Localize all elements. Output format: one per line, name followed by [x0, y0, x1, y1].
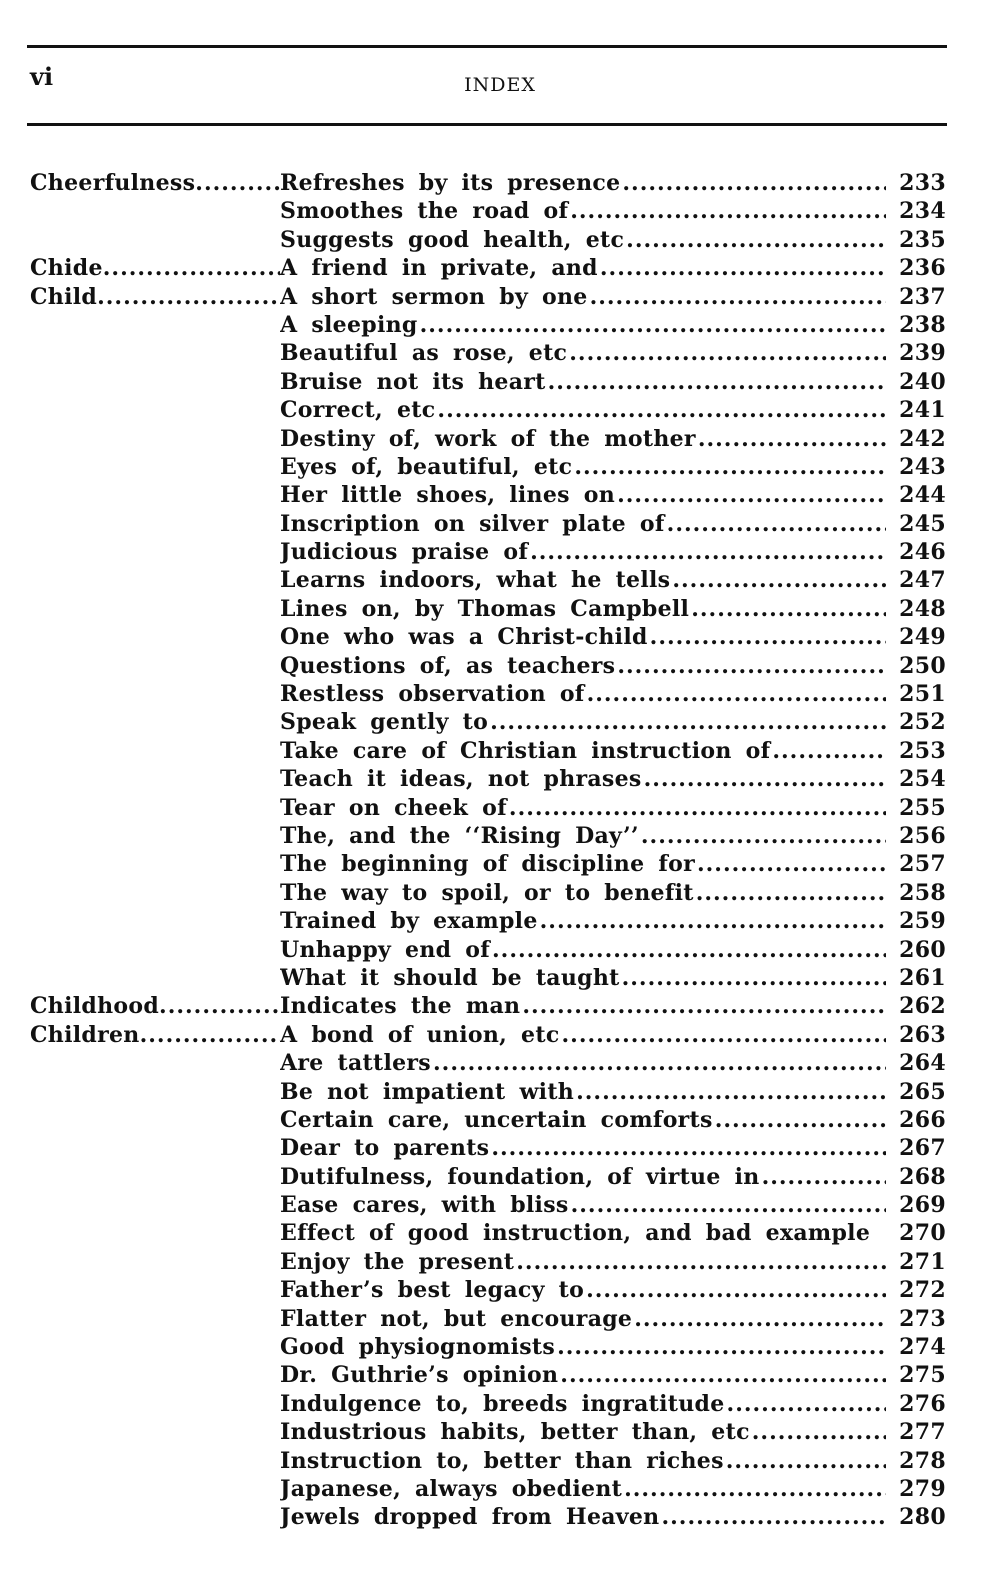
index-entry [30, 795, 946, 823]
index-entry [30, 454, 946, 482]
index-entry [30, 709, 946, 737]
index-entry [30, 284, 946, 312]
subject-text: Bruise not its heart [280, 368, 546, 395]
page-number: 239 [899, 340, 946, 367]
index-entry [30, 1306, 946, 1334]
page-folio: vi [30, 62, 54, 91]
index-entry [30, 1050, 946, 1078]
index-entry [30, 880, 946, 908]
subject-text: Destiny of, work of the mother [280, 425, 696, 452]
entry-subject [280, 198, 886, 224]
dot-leader [659, 1504, 886, 1530]
dot-leader [689, 596, 886, 622]
entry-heading [30, 284, 280, 310]
page-number: 262 [899, 993, 946, 1020]
entry-subject [280, 937, 886, 963]
subject-text: Correct, etc [280, 397, 436, 424]
dot-leader [620, 965, 886, 991]
page-number: 254 [899, 766, 946, 793]
entry-subject [280, 1164, 886, 1190]
page-number: 275 [899, 1362, 946, 1389]
dot-leader [546, 369, 886, 395]
page-number: 266 [899, 1106, 946, 1133]
page-number: 248 [899, 595, 946, 622]
subject-text: Speak gently to [280, 709, 489, 736]
index-entry [30, 965, 946, 993]
page-number: 252 [899, 709, 946, 736]
dot-leader [159, 993, 280, 1019]
dot-leader [584, 1277, 886, 1303]
heading-text: Childhood [30, 993, 160, 1020]
subject-text: Jewels dropped from Heaven [280, 1504, 660, 1531]
dot-leader [585, 681, 886, 707]
entry-subject [280, 312, 886, 338]
dot-leader [103, 255, 280, 281]
subject-text: Are tattlers [280, 1050, 431, 1077]
page-number: 246 [899, 539, 946, 566]
entry-subject [280, 1504, 886, 1530]
dot-leader [97, 284, 280, 310]
index-entry [30, 1249, 946, 1277]
entry-subject [280, 1135, 886, 1161]
page-number: 277 [899, 1419, 946, 1446]
subject-text: Trained by example [280, 908, 538, 935]
index-entry [30, 1079, 946, 1107]
dot-leader [507, 795, 886, 821]
index-entry [30, 738, 946, 766]
entry-subject [280, 539, 886, 565]
page-number: 270 [899, 1220, 946, 1247]
entry-subject [280, 738, 886, 764]
dot-leader [195, 170, 280, 196]
entry-heading [30, 1022, 280, 1048]
dot-leader [574, 1079, 886, 1105]
entry-heading [30, 993, 280, 1019]
entry-subject [280, 511, 886, 537]
entry-subject [280, 397, 886, 423]
entry-subject [280, 1448, 886, 1474]
subject-text: Teach it ideas, not phrases [280, 766, 642, 793]
page-number: 236 [899, 255, 946, 282]
entry-heading [30, 170, 280, 196]
page-number: 237 [899, 283, 946, 310]
subject-text: Be not impatient with [280, 1078, 575, 1105]
subject-text: Dutifulness, foundation, of virtue in [280, 1163, 760, 1190]
index-entry [30, 1220, 946, 1248]
dot-leader [489, 1135, 886, 1161]
entry-subject [280, 766, 886, 792]
heading-text: Chide [30, 255, 103, 282]
index-entry [30, 198, 946, 226]
page-number: 251 [899, 681, 946, 708]
subject-text: A bond of union, etc [280, 1021, 560, 1048]
index-entry [30, 482, 946, 510]
index-entry [30, 1277, 946, 1305]
page-number: 253 [899, 737, 946, 764]
subject-text: Japanese, always obedient [280, 1475, 623, 1502]
subject-text: Industrious habits, better than, etc [280, 1419, 750, 1446]
subject-text: Effect of good instruction, and bad example [280, 1220, 871, 1247]
subject-text: Inscription on silver plate of [280, 510, 665, 537]
page-number: 265 [899, 1078, 946, 1105]
dot-leader [724, 1448, 886, 1474]
dot-leader [750, 1419, 886, 1445]
subject-text: Judicious praise of [280, 539, 529, 566]
dot-leader [694, 880, 886, 906]
subject-text: The beginning of discipline for [280, 851, 695, 878]
heading-text: Child [30, 283, 98, 310]
index-entry [30, 993, 946, 1021]
index-entry [30, 624, 946, 652]
page-number: 238 [899, 311, 946, 338]
entry-subject [280, 482, 886, 508]
entry-subject [280, 340, 886, 366]
page-number: 258 [899, 879, 946, 906]
index-entry [30, 1164, 946, 1192]
index-entry [30, 539, 946, 567]
subject-text: Take care of Christian instruction of [280, 737, 771, 764]
dot-leader [567, 340, 886, 366]
dot-leader [615, 482, 886, 508]
index-entry [30, 937, 946, 965]
dot-leader [431, 1050, 886, 1076]
index-entry [30, 340, 946, 368]
dot-leader [528, 539, 886, 565]
entry-subject [280, 426, 886, 452]
subject-text: Certain care, uncertain comforts [280, 1106, 713, 1133]
dot-leader [569, 1192, 886, 1218]
subject-text: The, and the ‘‘Rising Day’’ [280, 822, 639, 849]
index-list [30, 170, 946, 1533]
entry-subject [280, 851, 886, 877]
entry-subject [280, 227, 886, 253]
entry-subject [280, 965, 886, 991]
dot-leader [560, 1022, 886, 1048]
page-number: 267 [899, 1135, 946, 1162]
index-entry [30, 823, 946, 851]
top-rule [27, 45, 947, 48]
entry-subject [280, 596, 886, 622]
dot-leader [538, 908, 886, 934]
subject-text: Flatter not, but encourage [280, 1305, 633, 1332]
entry-subject [280, 1220, 886, 1246]
index-entry [30, 397, 946, 425]
subject-text: The way to spoil, or to benefit [280, 879, 694, 906]
entry-subject [280, 795, 886, 821]
index-entry [30, 1135, 946, 1163]
dot-leader [670, 567, 886, 593]
entry-subject [280, 993, 886, 1019]
page-number: 278 [899, 1447, 946, 1474]
page-number: 269 [899, 1192, 946, 1219]
dot-leader [770, 738, 886, 764]
dot-leader [639, 823, 886, 849]
index-entry [30, 567, 946, 595]
subject-text: Ease cares, with bliss [280, 1192, 569, 1219]
entry-subject [280, 1391, 886, 1417]
page-number: 280 [899, 1504, 946, 1531]
dot-leader [514, 1249, 886, 1275]
index-entry [30, 255, 946, 283]
entry-subject [280, 1277, 886, 1303]
dot-leader [555, 1334, 886, 1360]
heading-text: Children [30, 1021, 140, 1048]
page-number: 256 [899, 822, 946, 849]
subject-text: Enjoy the present [280, 1248, 515, 1275]
subject-text: A short sermon by one [280, 283, 588, 310]
entry-subject [280, 1107, 886, 1133]
page-number: 242 [899, 425, 946, 452]
dot-leader [622, 1476, 886, 1502]
page-number: 235 [899, 226, 946, 253]
dot-leader [490, 937, 886, 963]
header-rule [27, 123, 947, 126]
entry-subject [280, 369, 886, 395]
subject-text: Beautiful as rose, etc [280, 340, 568, 367]
subject-text: Restless observation of [280, 681, 585, 708]
entry-subject [280, 1476, 886, 1502]
page-number: 273 [899, 1305, 946, 1332]
entry-subject [280, 1249, 886, 1275]
index-entry [30, 596, 946, 624]
entry-subject [280, 284, 886, 310]
dot-leader [713, 1107, 886, 1133]
subject-text: Her little shoes, lines on [280, 482, 616, 509]
dot-leader [435, 397, 886, 423]
dot-leader [760, 1164, 886, 1190]
index-entry [30, 653, 946, 681]
entry-subject [280, 454, 886, 480]
index-entry [30, 1192, 946, 1220]
page-number: 263 [899, 1021, 946, 1048]
page-number: 244 [899, 482, 946, 509]
dot-leader [418, 312, 886, 338]
entry-heading [30, 255, 280, 281]
subject-text: Indulgence to, breeds ingratitude [280, 1390, 725, 1417]
subject-text: Lines on, by Thomas Campbell [280, 595, 690, 622]
dot-leader [620, 170, 886, 196]
dot-leader [725, 1391, 886, 1417]
index-entry [30, 766, 946, 794]
dot-leader [632, 1306, 886, 1332]
page-number: 245 [899, 510, 946, 537]
subject-text: Father’s best legacy to [280, 1277, 585, 1304]
dot-leader [568, 198, 886, 224]
dot-leader [140, 1022, 280, 1048]
page-number: 247 [899, 567, 946, 594]
dot-leader [558, 1362, 886, 1388]
entry-subject [280, 681, 886, 707]
subject-text: Refreshes by its presence [280, 170, 621, 196]
running-head: INDEX [464, 74, 536, 96]
page-number: 243 [899, 453, 946, 480]
index-entry [30, 369, 946, 397]
page-number: 274 [899, 1334, 946, 1361]
entry-subject [280, 1334, 886, 1360]
index-entry [30, 681, 946, 709]
index-entry [30, 426, 946, 454]
entry-subject [280, 1362, 886, 1388]
subject-text: What it should be taught [280, 964, 620, 991]
subject-text: Questions of, as teachers [280, 652, 616, 679]
subject-text: Smoothes the road of [280, 198, 569, 225]
dot-leader [598, 255, 886, 281]
index-entry [30, 1419, 946, 1447]
subject-text: Instruction to, better than riches [280, 1447, 724, 1474]
entry-subject [280, 1306, 886, 1332]
page-number: 268 [899, 1163, 946, 1190]
entry-subject [280, 880, 886, 906]
entry-subject [280, 170, 886, 196]
page-number: 240 [899, 368, 946, 395]
dot-leader [695, 851, 886, 877]
index-entry [30, 1391, 946, 1419]
entry-subject [280, 1192, 886, 1218]
subject-text: Learns indoors, what he tells [280, 567, 671, 594]
page-number: 276 [899, 1390, 946, 1417]
dot-leader [488, 709, 886, 735]
index-entry [30, 1476, 946, 1504]
index-entry [30, 1022, 946, 1050]
index-entry [30, 170, 946, 198]
entry-subject [280, 653, 886, 679]
subject-text: Eyes of, beautiful, etc [280, 453, 573, 480]
subject-text: Suggests good health, etc [280, 226, 625, 253]
entry-subject [280, 1050, 886, 1076]
entry-subject [280, 567, 886, 593]
entry-subject [280, 1022, 886, 1048]
index-entry [30, 1107, 946, 1135]
dot-leader [696, 426, 886, 452]
index-entry [30, 1362, 946, 1390]
entry-subject [280, 908, 886, 934]
page-number: 249 [899, 624, 946, 651]
page-number: 250 [899, 652, 946, 679]
page-number: 241 [899, 397, 946, 424]
page-number: 259 [899, 908, 946, 935]
index-entry [30, 1334, 946, 1362]
index-entry [30, 851, 946, 879]
dot-leader [624, 227, 886, 253]
index-entry [30, 1504, 946, 1532]
dot-leader [648, 624, 886, 650]
index-entry [30, 511, 946, 539]
subject-text: Tear on cheek of [280, 794, 507, 821]
subject-text: Indicates the man [280, 993, 521, 1020]
subject-text: Dear to parents [280, 1135, 490, 1162]
page-number: 261 [899, 964, 946, 991]
subject-text: Dr. Guthrie’s opinion [280, 1362, 559, 1389]
entry-subject [280, 624, 886, 650]
index-entry [30, 312, 946, 340]
page-number: 260 [899, 936, 946, 963]
dot-leader [615, 653, 886, 679]
dot-leader [588, 284, 886, 310]
subject-text: A friend in private, and [280, 255, 598, 282]
index-entry [30, 908, 946, 936]
entry-subject [280, 709, 886, 735]
subject-text: Good physiognomists [280, 1334, 556, 1361]
subject-text: A sleeping [280, 311, 418, 338]
entry-subject [280, 823, 886, 849]
index-entry [30, 227, 946, 255]
subject-text: Unhappy end of [280, 936, 491, 963]
subject-text: One who was a Christ-child [280, 624, 648, 651]
page-number: 257 [899, 851, 946, 878]
dot-leader [572, 454, 886, 480]
page-number: 233 [899, 170, 946, 196]
page-number: 271 [899, 1248, 946, 1275]
entry-subject [280, 255, 886, 281]
page-number: 234 [899, 198, 946, 225]
index-entry [30, 1448, 946, 1476]
page-number: 272 [899, 1277, 946, 1304]
entry-subject [280, 1419, 886, 1445]
heading-text: Cheerfulness [30, 170, 196, 196]
entry-subject [280, 1079, 886, 1105]
page-number: 255 [899, 794, 946, 821]
page-number: 264 [899, 1050, 946, 1077]
dot-leader [520, 993, 886, 1019]
dot-leader [642, 766, 886, 792]
dot-leader [665, 511, 886, 537]
page-number: 279 [899, 1475, 946, 1502]
